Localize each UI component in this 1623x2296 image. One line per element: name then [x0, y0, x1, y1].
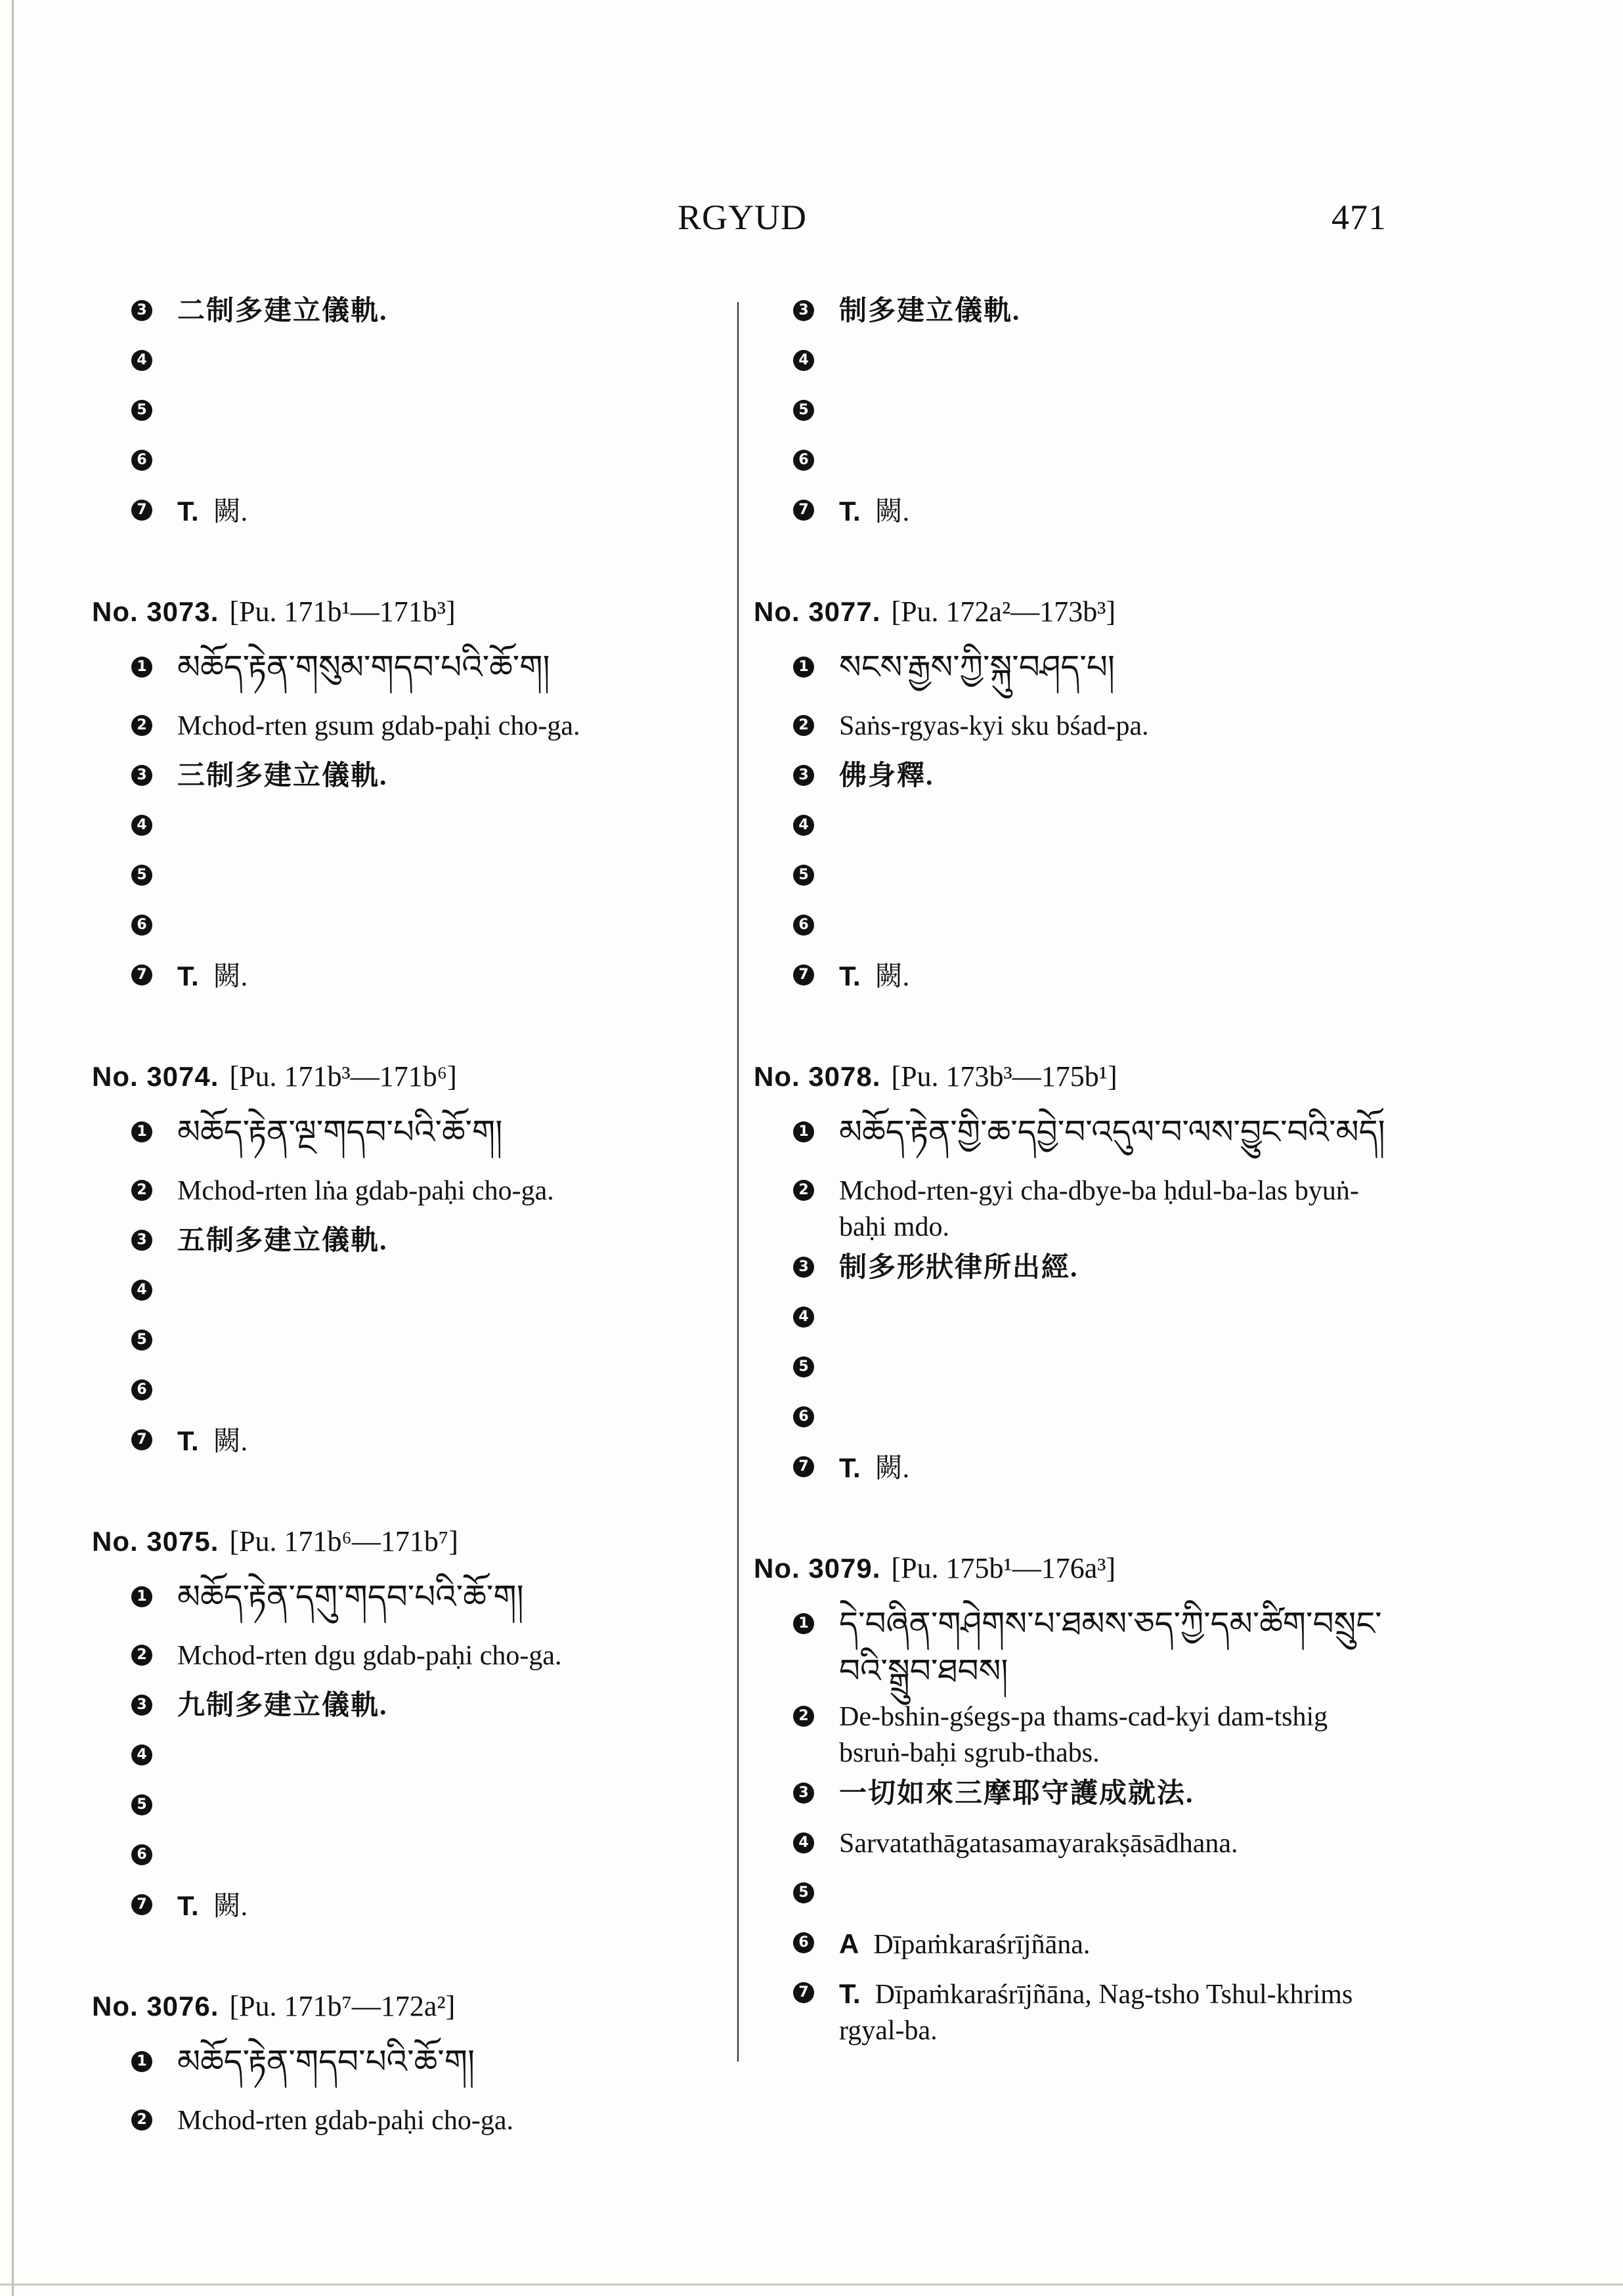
scan-edge-bottom [0, 2284, 1623, 2285]
circled-number-icon: 7 [131, 1894, 152, 1915]
field-1 [92, 638, 722, 704]
circled-number-icon: 1 [131, 1586, 152, 1607]
field-text: དེ་བཞིན་གཤེགས་པ་ཐམས་ཅད་ཀྱི་དམ་ཚིག་བསྲུང་བའི་སྒྲུབ་ཐབས། [839, 1605, 1382, 1689]
field-6 [92, 1833, 722, 1883]
entry-heading [92, 1987, 722, 2026]
field-text: མཆོད་རྟེན་གྱི་ཆ་དབྱེ་བ་འདུལ་བ་ལས་བྱུང་བའི་མདོ། [839, 1114, 1385, 1150]
circled-number-icon: 7 [793, 1982, 814, 2003]
entry-number: No. 3079. [754, 1553, 881, 1584]
circled-number-icon: 1 [793, 1613, 814, 1634]
field-4 [754, 804, 1404, 854]
field-6 [92, 903, 722, 953]
field-5 [754, 854, 1404, 903]
field-2 [92, 1169, 722, 1219]
field-2 [754, 1695, 1404, 1771]
field-7 [754, 1445, 1404, 1495]
field-label: T. [177, 961, 199, 991]
field-text: 佛身釋. [839, 761, 934, 791]
circled-number-icon: 2 [131, 1180, 152, 1201]
entry-continued [754, 289, 1404, 538]
field-7 [92, 488, 722, 538]
field-text: 五制多建立儀軌. [177, 1226, 388, 1256]
field-text: Mchod-rten-gyi cha-dbye-ba ḥdul-ba-las byuṅ-baḥi mdo. [839, 1176, 1359, 1242]
field-text: Saṅs-rgyas-kyi sku bśad-pa. [839, 711, 1149, 741]
field-7 [92, 953, 722, 1003]
entry-3077 [754, 592, 1404, 1003]
entry-heading [754, 1057, 1404, 1096]
field-3 [754, 754, 1404, 804]
field-2 [92, 1634, 722, 1683]
field-text: Mchod-rten lṅa gdab-paḥi cho-ga. [177, 1176, 554, 1206]
circled-number-icon: 1 [793, 1121, 814, 1142]
entry-heading [92, 592, 722, 632]
field-3 [754, 1771, 1404, 1821]
circled-number-icon: 6 [131, 915, 152, 936]
field-text: 九制多建立儀軌. [177, 1691, 388, 1721]
field-label: T. [177, 496, 199, 527]
field-7 [754, 488, 1404, 538]
circled-number-icon: 3 [131, 300, 152, 321]
field-4 [92, 339, 722, 389]
field-3 [92, 1683, 722, 1733]
field-text: 制多建立儀軌. [839, 296, 1021, 326]
field-text: 二制多建立儀軌. [177, 296, 388, 326]
field-4 [754, 1295, 1404, 1345]
circled-number-icon: 1 [131, 2051, 152, 2072]
circled-number-icon: 4 [131, 815, 152, 836]
field-5 [754, 1345, 1404, 1395]
entry-number: No. 3075. [92, 1526, 219, 1557]
circled-number-icon: 7 [793, 964, 814, 986]
field-text: སངས་རྒྱས་ཀྱི་སྐུ་བཤད་པ། [839, 649, 1115, 685]
entry-3074 [92, 1057, 722, 1468]
field-1 [92, 2033, 722, 2098]
field-5 [754, 1871, 1404, 1921]
entry-heading [92, 1522, 722, 1561]
field-3 [754, 289, 1404, 339]
field-1 [754, 1595, 1404, 1695]
circled-number-icon: 7 [131, 1429, 152, 1450]
field-5 [92, 1783, 722, 1833]
scan-edge-left [12, 0, 14, 2296]
field-2 [92, 704, 722, 754]
field-7 [92, 1883, 722, 1933]
field-2 [92, 2098, 722, 2148]
field-text: Sarvatathāgatasamayarakṣāsādhana. [839, 1829, 1238, 1859]
field-7 [754, 953, 1404, 1003]
column-divider [737, 302, 739, 2062]
circled-number-icon: 4 [131, 350, 152, 371]
field-text: De-bshin-gśegs-pa thams-cad-kyi dam-tshig bsruṅ-baḥi sgrub-thabs. [839, 1702, 1328, 1768]
circled-number-icon: 3 [131, 1695, 152, 1716]
page-number: 471 [1331, 198, 1387, 237]
field-7 [92, 1418, 722, 1468]
circled-number-icon: 3 [793, 1783, 814, 1804]
entry-number: No. 3076. [92, 1991, 219, 2022]
field-3 [92, 289, 722, 339]
field-text: 闕. [213, 1427, 248, 1457]
field-label: T. [839, 1978, 861, 2009]
circled-number-icon: 3 [793, 765, 814, 786]
field-text: Mchod-rten gsum gdab-paḥi cho-ga. [177, 711, 580, 741]
entry-number: No. 3074. [92, 1061, 219, 1092]
entry-continued [92, 289, 722, 538]
field-label: A [839, 1928, 859, 1959]
field-4 [92, 1733, 722, 1783]
circled-number-icon: 5 [793, 400, 814, 421]
circled-number-icon: 1 [793, 657, 814, 678]
field-text: 制多形狀律所出經. [839, 1253, 1079, 1283]
field-text: 闕. [875, 497, 910, 527]
circled-number-icon: 5 [793, 1356, 814, 1377]
entry-number: No. 3073. [92, 596, 219, 627]
entry-3078 [754, 1057, 1404, 1495]
field-2 [754, 704, 1404, 754]
circled-number-icon: 2 [793, 715, 814, 736]
field-5 [92, 389, 722, 439]
circled-number-icon: 6 [131, 450, 152, 471]
field-4 [754, 1821, 1404, 1871]
entry-heading [754, 1549, 1404, 1588]
field-5 [92, 1318, 722, 1368]
field-label: T. [839, 496, 861, 527]
field-text: 闕. [213, 962, 248, 992]
field-4 [92, 804, 722, 854]
entry-heading [92, 1057, 722, 1096]
circled-number-icon: 7 [793, 500, 814, 521]
field-text: 闕. [875, 962, 910, 992]
field-text: 一切如來三摩耶守護成就法. [839, 1779, 1194, 1809]
circled-number-icon: 6 [131, 1844, 152, 1865]
circled-number-icon: 7 [131, 964, 152, 986]
circled-number-icon: 3 [131, 765, 152, 786]
circled-number-icon: 6 [793, 450, 814, 471]
field-text: Dīpaṁkaraśrījñāna. [873, 1930, 1091, 1960]
field-text: མཆོད་རྟེན་དགུ་གདབ་པའི་ཆོ་ག། [177, 1578, 524, 1615]
field-label: T. [839, 1452, 861, 1483]
field-7 [754, 1971, 1404, 2049]
folio-reference: [Pu. 171b³—171b⁶] [229, 1060, 457, 1093]
field-text: མཆོད་རྟེན་ལྔ་གདབ་པའི་ཆོ་ག། [177, 1114, 503, 1150]
folio-reference: [Pu. 171b⁷—172a²] [229, 1990, 456, 2022]
field-1 [754, 638, 1404, 704]
circled-number-icon: 4 [793, 1832, 814, 1853]
field-5 [92, 854, 722, 903]
circled-number-icon: 2 [793, 1706, 814, 1727]
folio-reference: [Pu. 171b⁶—171b⁷] [229, 1525, 458, 1557]
entry-3079 [754, 1549, 1404, 2049]
circled-number-icon: 5 [131, 1794, 152, 1815]
circled-number-icon: 3 [793, 1257, 814, 1278]
field-text: 三制多建立儀軌. [177, 761, 388, 791]
entry-3076 [92, 1987, 722, 2148]
field-1 [92, 1568, 722, 1634]
circled-number-icon: 5 [131, 400, 152, 421]
field-6 [754, 1921, 1404, 1971]
running-title: RGYUD [678, 198, 808, 237]
folio-reference: [Pu. 171b¹—171b³] [229, 596, 456, 628]
left-column [92, 289, 722, 2202]
field-text: 闕. [875, 1454, 910, 1484]
folio-reference: [Pu. 175b¹—176a³] [891, 1552, 1116, 1584]
entry-heading [754, 592, 1404, 632]
circled-number-icon: 5 [793, 865, 814, 886]
circled-number-icon: 1 [131, 1121, 152, 1142]
folio-reference: [Pu. 173b³—175b¹] [891, 1060, 1117, 1093]
circled-number-icon: 1 [131, 657, 152, 678]
circled-number-icon: 7 [793, 1456, 814, 1477]
field-5 [754, 389, 1404, 439]
circled-number-icon: 6 [793, 1932, 814, 1953]
circled-number-icon: 4 [131, 1744, 152, 1765]
circled-number-icon: 4 [793, 350, 814, 371]
entry-number: No. 3077. [754, 596, 881, 627]
field-3 [92, 754, 722, 804]
circled-number-icon: 3 [131, 1230, 152, 1251]
field-6 [754, 903, 1404, 953]
circled-number-icon: 5 [131, 865, 152, 886]
field-text: མཆོད་རྟེན་གསུམ་གདབ་པའི་ཆོ་ག། [177, 649, 550, 685]
field-text: 闕. [213, 497, 248, 527]
field-text: མཆོད་རྟེན་གདབ་པའི་ཆོ་ག། [177, 2043, 475, 2080]
circled-number-icon: 3 [793, 300, 814, 321]
field-6 [754, 1395, 1404, 1445]
circled-number-icon: 5 [131, 1330, 152, 1351]
circled-number-icon: 6 [793, 915, 814, 936]
circled-number-icon: 7 [131, 500, 152, 521]
field-3 [754, 1245, 1404, 1295]
field-6 [754, 439, 1404, 488]
circled-number-icon: 6 [793, 1406, 814, 1427]
field-6 [92, 439, 722, 488]
field-label: T. [177, 1425, 199, 1456]
field-label: T. [839, 961, 861, 991]
field-4 [92, 1268, 722, 1318]
folio-reference: [Pu. 172a²—173b³] [891, 596, 1116, 628]
field-text: Mchod-rten dgu gdab-paḥi cho-ga. [177, 1641, 562, 1671]
field-label: T. [177, 1890, 199, 1921]
field-text: Mchod-rten gdab-paḥi cho-ga. [177, 2106, 513, 2136]
circled-number-icon: 4 [793, 1307, 814, 1328]
circled-number-icon: 6 [131, 1379, 152, 1400]
circled-number-icon: 2 [131, 715, 152, 736]
circled-number-icon: 4 [793, 815, 814, 836]
field-6 [92, 1368, 722, 1418]
field-text: 闕. [213, 1892, 248, 1922]
circled-number-icon: 2 [131, 1645, 152, 1666]
field-3 [92, 1219, 722, 1268]
right-column [754, 289, 1404, 2103]
field-text: Dīpaṁkaraśrījñāna, Nag-tsho Tshul-khrims rgyal-ba. [839, 1980, 1353, 2046]
circled-number-icon: 4 [131, 1280, 152, 1301]
circled-number-icon: 5 [793, 1882, 814, 1903]
circled-number-icon: 2 [793, 1180, 814, 1201]
entry-3075 [92, 1522, 722, 1933]
entry-3073 [92, 592, 722, 1003]
field-4 [754, 339, 1404, 389]
circled-number-icon: 2 [131, 2110, 152, 2131]
field-1 [754, 1103, 1404, 1169]
field-2 [754, 1169, 1404, 1245]
field-1 [92, 1103, 722, 1169]
entry-number: No. 3078. [754, 1061, 881, 1092]
